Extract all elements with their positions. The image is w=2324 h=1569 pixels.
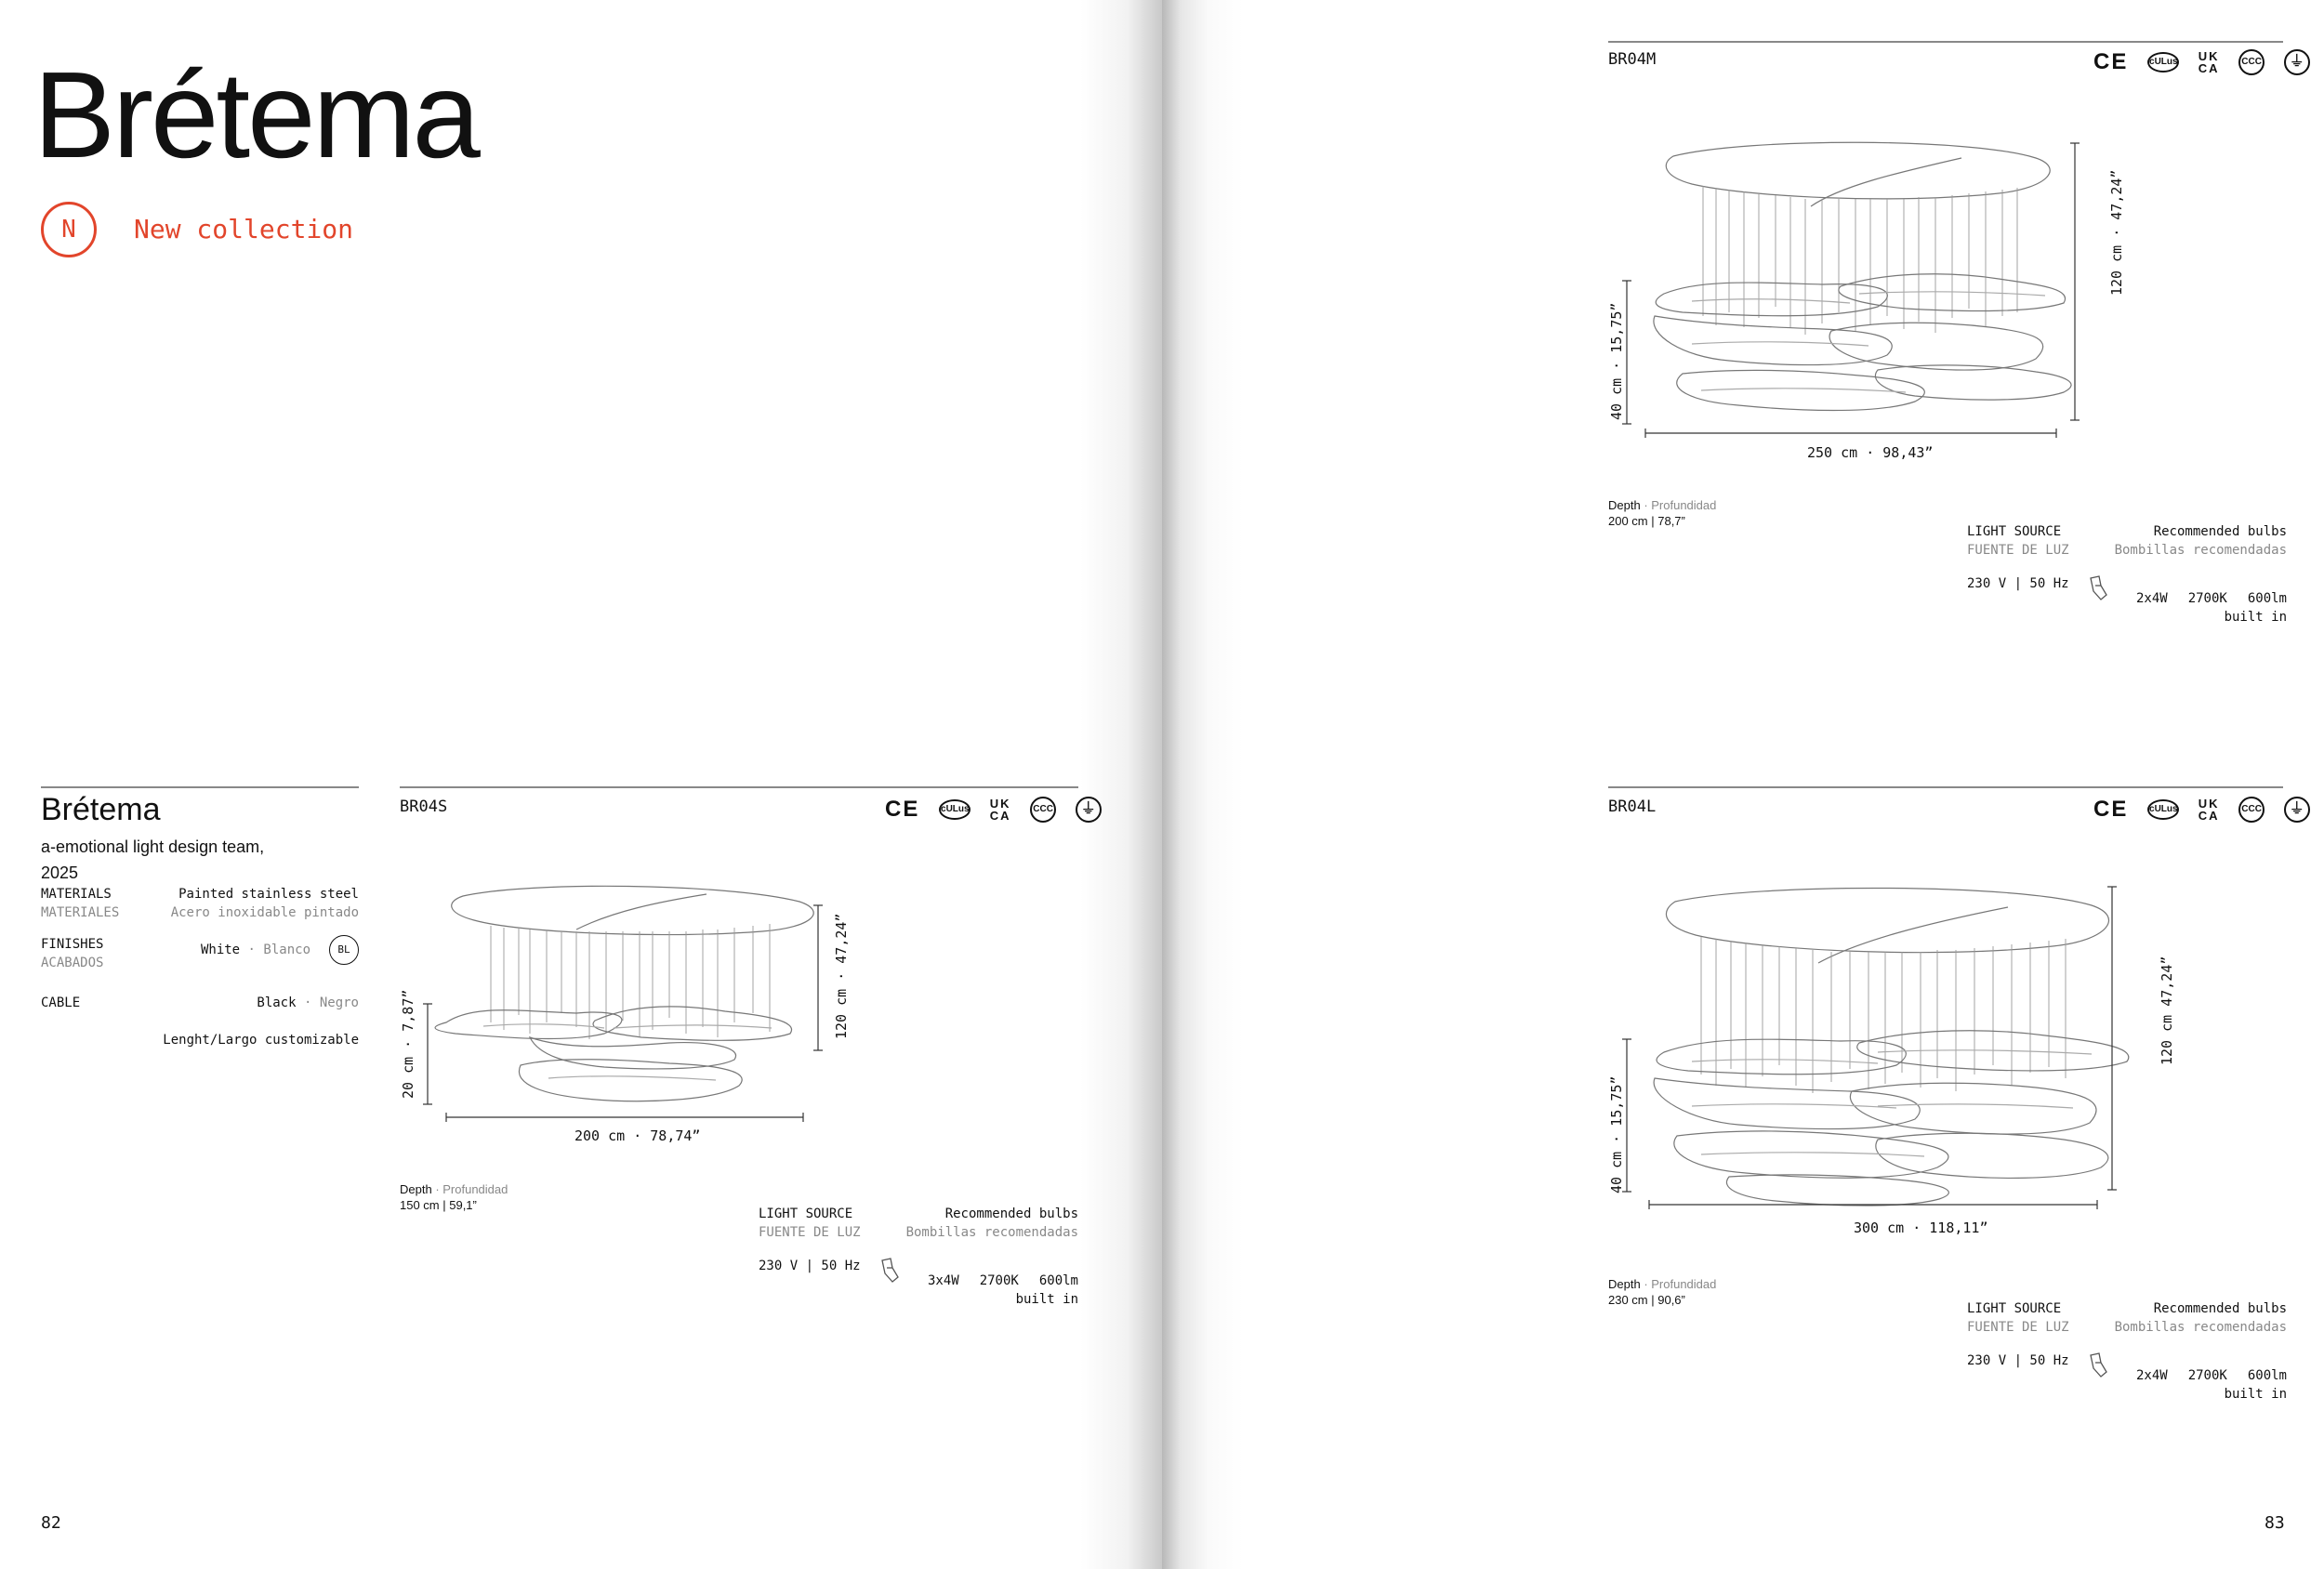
br04s-drawing bbox=[390, 874, 827, 1153]
spec-cable: CABLE Black · Negro Lenght/Largo customizable bbox=[41, 995, 359, 1048]
br04l-drawing bbox=[1599, 879, 2138, 1223]
ground-mark-icon: ⏚ bbox=[1076, 797, 1102, 823]
ce-mark-icon: CE bbox=[2093, 48, 2129, 74]
materials-label: MATERIALS bbox=[41, 887, 112, 902]
ul-mark-icon: cULus bbox=[939, 799, 971, 820]
finishes-label: FINISHES bbox=[41, 937, 104, 952]
collection-title: Brétema bbox=[33, 46, 478, 183]
ukca-mark-icon: UK CA bbox=[2198, 796, 2220, 823]
info-title: Brétema bbox=[41, 792, 161, 827]
br04m-divider bbox=[1608, 41, 2283, 43]
ground-mark-icon: ⏚ bbox=[2284, 49, 2310, 75]
page-number-left: 82 bbox=[41, 1513, 61, 1533]
led-module-icon bbox=[2088, 574, 2108, 602]
br04m-width: 250 cm · 98,43” bbox=[1807, 444, 1934, 461]
br04m-light-source: LIGHT SOURCE FUENTE DE LUZ Recommended bulbs Bombillas recomendadas 230 V | 50 Hz 2x4W 2700K 600lm built in bbox=[1967, 524, 2287, 625]
led-module-icon bbox=[879, 1257, 900, 1285]
br04l-depth: Depth · Profundidad 230 cm | 90,6” bbox=[1608, 1277, 1717, 1307]
br04l-depth-value: 230 cm | 90,6” bbox=[1608, 1293, 1685, 1307]
ce-mark-icon: CE bbox=[2093, 796, 2129, 822]
br04l-built-in: built in bbox=[2224, 1387, 2287, 1402]
br04s-depth-value: 150 cm | 59,1” bbox=[400, 1198, 477, 1212]
br04s-voltage: 230 V | 50 Hz bbox=[759, 1259, 861, 1273]
cable-note: Lenght/Largo customizable bbox=[163, 1033, 359, 1048]
ground-mark-icon: ⏚ bbox=[2284, 797, 2310, 823]
design-year: 2025 bbox=[41, 864, 79, 882]
br04s-certifications bbox=[874, 796, 1102, 823]
designer-name: a-emotional light design team, bbox=[41, 837, 265, 856]
spec-finishes: FINISHES ACABADOS White · Blanco BL bbox=[41, 935, 359, 974]
ukca-mark-icon: UK CA bbox=[989, 796, 1011, 823]
materials-label-es: MATERIALES bbox=[41, 905, 120, 920]
right-page bbox=[1162, 0, 2324, 1569]
br04l-light-source: LIGHT SOURCE FUENTE DE LUZ Recommended bulbs Bombillas recomendadas 230 V | 50 Hz 2x4W 2700K 600lm built in bbox=[1967, 1301, 2287, 1402]
finish-value-es: Blanco bbox=[263, 943, 310, 957]
ul-mark-icon: cULus bbox=[2147, 52, 2179, 73]
materials-value-es: Acero inoxidable pintado bbox=[170, 905, 359, 920]
new-collection-label: New collection bbox=[134, 214, 354, 244]
ukca-mark-icon: UK CA bbox=[2198, 48, 2220, 75]
new-badge: N bbox=[41, 202, 97, 257]
info-divider bbox=[41, 786, 359, 788]
light-source-label: LIGHT SOURCE bbox=[759, 1206, 853, 1221]
br04m-model: BR04M bbox=[1608, 50, 1657, 69]
finish-value: White bbox=[200, 943, 241, 957]
br04l-height-total: 120 cm 47,24” bbox=[2159, 956, 2175, 1065]
br04l-certifications bbox=[2082, 796, 2310, 823]
ccc-mark-icon: CCC bbox=[2238, 49, 2265, 75]
materials-value: Painted stainless steel bbox=[178, 887, 359, 902]
br04s-model: BR04S bbox=[400, 798, 448, 816]
ce-mark-icon: CE bbox=[885, 796, 920, 822]
ul-mark-icon: cULus bbox=[2147, 799, 2179, 820]
recommended-label: Recommended bulbs bbox=[2153, 524, 2287, 539]
br04m-depth-value: 200 cm | 78,7” bbox=[1608, 514, 1685, 528]
br04s-depth: Depth · Profundidad 150 cm | 59,1” bbox=[400, 1182, 508, 1212]
br04l-height-leaves: 40 cm · 15,75” bbox=[1608, 1075, 1625, 1193]
light-source-label: LIGHT SOURCE bbox=[1967, 1301, 2062, 1316]
br04s-height-leaves: 20 cm · 7,87” bbox=[400, 989, 416, 1099]
br04m-depth: Depth · Profundidad 200 cm | 78,7” bbox=[1608, 498, 1717, 528]
br04m-built-in: built in bbox=[2224, 610, 2287, 625]
finish-swatch-badge: BL bbox=[329, 935, 359, 965]
recommended-label: Recommended bulbs bbox=[944, 1206, 1078, 1221]
info-designer bbox=[41, 834, 320, 886]
br04m-voltage: 230 V | 50 Hz bbox=[1967, 576, 2069, 591]
br04s-bulb-spec: 3x4W 2700K 600lm bbox=[927, 1273, 1078, 1288]
br04s-light-source: LIGHT SOURCE FUENTE DE LUZ Recommended bulbs Bombillas recomendadas 230 V | 50 Hz 3x4W 2700K 600lm built in bbox=[759, 1206, 1078, 1307]
br04s-width: 200 cm · 78,74” bbox=[574, 1127, 701, 1144]
br04m-height-total: 120 cm · 47,24” bbox=[2108, 169, 2125, 296]
br04m-bulb-spec: 2x4W 2700K 600lm bbox=[2135, 591, 2287, 606]
cable-value: Black bbox=[257, 995, 297, 1010]
br04l-width: 300 cm · 118,11” bbox=[1854, 1220, 1988, 1236]
canopy bbox=[452, 886, 813, 934]
br04m-height-leaves: 40 cm · 15,75” bbox=[1608, 302, 1625, 420]
spec-materials bbox=[41, 885, 359, 924]
br04s-divider bbox=[400, 786, 1078, 788]
br04l-model: BR04L bbox=[1608, 798, 1657, 816]
br04s-built-in: built in bbox=[1015, 1292, 1078, 1307]
br04s-height-total: 120 cm · 47,24” bbox=[833, 913, 850, 1039]
br04m-drawing bbox=[1599, 130, 2082, 446]
finishes-label-es: ACABADOS bbox=[41, 956, 104, 970]
br04m-certifications bbox=[2082, 48, 2310, 75]
led-module-icon bbox=[2088, 1351, 2108, 1379]
cable-value-es: Negro bbox=[319, 995, 359, 1010]
light-source-label: LIGHT SOURCE bbox=[1967, 524, 2062, 539]
ccc-mark-icon: CCC bbox=[2238, 797, 2265, 823]
ccc-mark-icon: CCC bbox=[1030, 797, 1056, 823]
cable-label: CABLE bbox=[41, 995, 81, 1010]
br04l-voltage: 230 V | 50 Hz bbox=[1967, 1353, 2069, 1368]
br04l-bulb-spec: 2x4W 2700K 600lm bbox=[2135, 1368, 2287, 1383]
recommended-label: Recommended bulbs bbox=[2153, 1301, 2287, 1316]
page-number-right: 83 bbox=[2265, 1513, 2285, 1533]
br04l-divider bbox=[1608, 786, 2283, 788]
